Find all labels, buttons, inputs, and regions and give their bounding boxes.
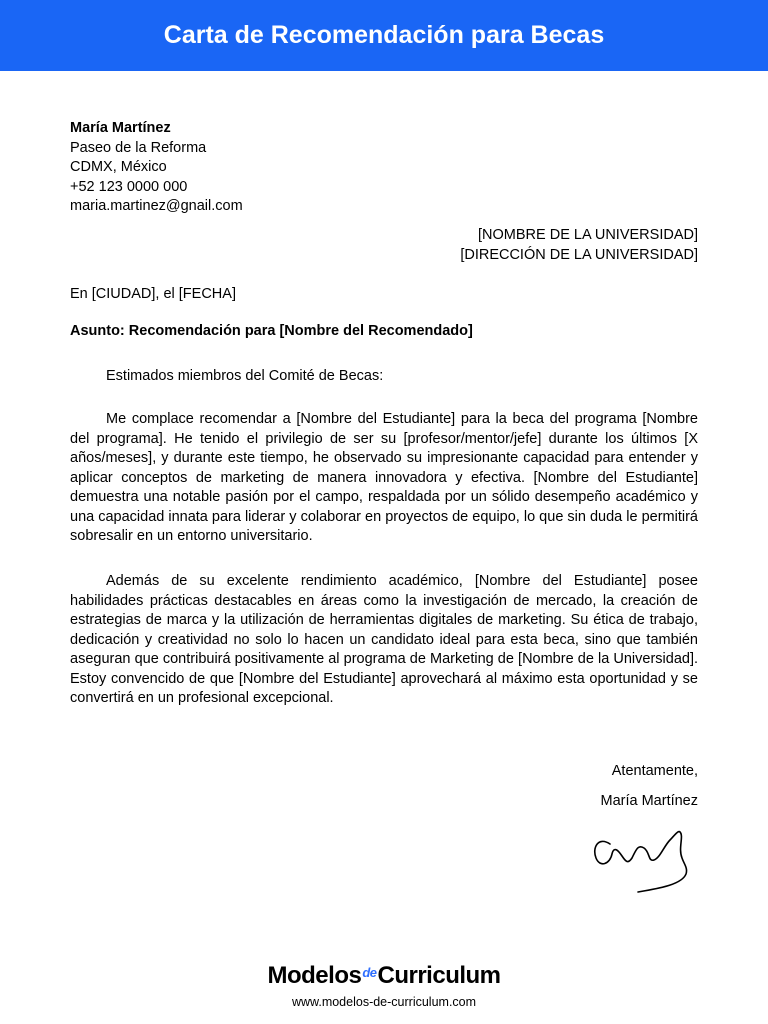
sender-address-line2: CDMX, México	[70, 159, 167, 175]
sender-block	[70, 119, 470, 217]
closing: Atentamente,	[611, 763, 698, 779]
website-url: www.modelos-de-curriculum.com	[291, 995, 477, 1009]
signature-image	[588, 822, 698, 902]
sender-phone: +52 123 0000 000	[70, 178, 188, 195]
subject-line: Asunto: Recomendación para [Nombre del Recomendado]	[70, 323, 473, 339]
sender-name: María Martínez	[70, 120, 171, 136]
body-paragraph-1: Me complace recomendar a [Nombre del Estudiante] para la beca del programa [Nombre del programa]. He tenido el privilegio de ser su [profesor/mentor/jefe] durante los últimos [X años/meses], y durante este tiempo, he observado su impresionante capacidad para entender y aplicar conceptos de marketing de manera innovadora y efectiva. [Nombre del Estudiante] demuestra una notable pasión por el campo, respaldada por un sólido desempeño académico y una capacidad innata para liderar y colaborar en proyectos de equipo, lo que sin duda le permitirá sobresalir en un entorno universitario.	[70, 411, 698, 544]
brand-part1: Modelos	[267, 962, 362, 989]
brand-logo	[0, 962, 768, 990]
brand-part2: de	[362, 965, 377, 980]
sender-address-line1: Paseo de la Reforma	[70, 139, 207, 156]
greeting: Estimados miembros del Comité de Becas:	[106, 368, 384, 384]
recipient-line1: [NOMBRE DE LA UNIVERSIDAD]	[478, 227, 698, 243]
sender-email: maria.martinez@gnail.com	[70, 198, 243, 214]
brand-part3: Curriculum	[377, 962, 501, 989]
body-paragraph-2: Además de su excelente rendimiento académico, [Nombre del Estudiante] posee habilidades prácticas destacables en áreas como la investigación de mercado, la creación de estrategias de marca y la utilización de herramientas digitales de marketing. Su ética de trabajo, dedicación y creatividad no solo lo hacen un candidato ideal para esta beca, sino que también aseguran que contribuirá positivamente al programa de Marketing de [Nombre de la Universidad]. Estoy convencido de que [Nombre del Estudiante] aprovechará al máximo esta oportunidad y se convertirá en un profesional excepcional.	[70, 573, 698, 706]
recipient-line2: [DIRECCIÓN DE LA UNIVERSIDAD]	[460, 246, 698, 263]
recipient-block	[298, 226, 698, 265]
page-title: Carta de Recomendación para Becas	[163, 21, 605, 49]
title-banner	[0, 0, 768, 71]
signer-name: María Martínez	[600, 793, 698, 809]
place-date: En [CIUDAD], el [FECHA]	[70, 286, 236, 302]
